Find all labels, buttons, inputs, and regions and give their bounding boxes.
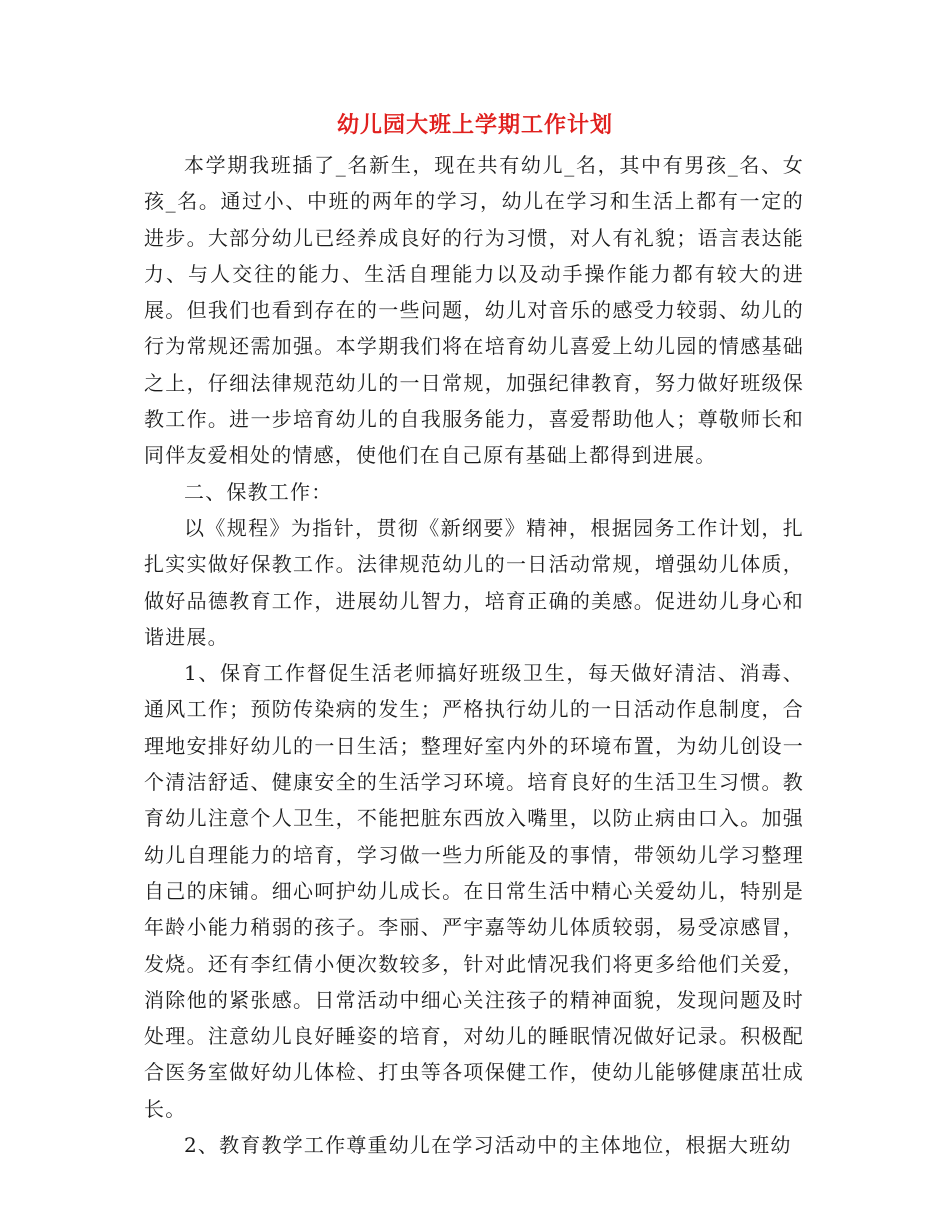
paragraph-care-work: 1、保育工作督促生活老师搞好班级卫生，每天做好清洁、消毒、通风工作；预防传染病的发生；严格执行幼儿的一日活动作息制度，合理地安排好幼儿的一日生活；整理好室内外的环境布置，为幼儿创设一个清洁舒适、健康安全的生活学习环境。培育良好的生活卫生习惯。教育幼儿注意个人卫生，不能把脏东西放入嘴里，以防止病由口入。加强幼儿自理能力的培育，学习做一些力所能及的事情，带领幼儿学习整理自己的床铺。细心呵护幼儿成长。在日常生活中精心关爱幼儿，特别是年龄小能力稍弱的孩子。李丽、严宇嘉等幼儿体质较弱，易受凉感冒，发烧。还有李红倩小便次数较多，针对此情况我们将更多给他们关爱，消除他的紧张感。日常活动中细心关注孩子的精神面貌，发现问题及时处理。注意幼儿良好睡姿的培育，对幼儿的睡眠情况做好记录。积极配合医务室做好幼儿体检、打虫等各项保健工作，使幼儿能够健康茁壮成长。	[144, 661, 804, 1121]
paragraph-teaching-work: 2、教育教学工作尊重幼儿在学习活动中的主体地位，根据大班幼	[184, 1133, 792, 1158]
document-body	[144, 147, 804, 1163]
paragraph-intro: 本学期我班插了_名新生，现在共有幼儿_名，其中有男孩_名、女孩_名。通过小、中班的两年的学习，幼儿在学习和生活上都有一定的进步。大部分幼儿已经养成良好的行为习惯，对人有礼貌；语言表达能力、与人交往的能力、生活自理能力以及动手操作能力都有较大的进展。但我们也看到存在的一些问题，幼儿对音乐的感受力较弱、幼儿的行为常规还需加强。本学期我们将在培育幼儿喜爱上幼儿园的情感基础之上，仔细法律规范幼儿的一日常规，加强纪律教育，努力做好班级保教工作。进一步培育幼儿的自我服务能力，喜爱帮助他人；尊敬师长和同伴友爱相处的情感，使他们在自己原有基础上都得到进展。	[144, 153, 804, 468]
paragraph-guidelines: 以《规程》为指针，贯彻《新纲要》精神，根据园务工作计划，扎扎实实做好保教工作。法律规范幼儿的一日活动常规，增强幼儿体质，做好品德教育工作，进展幼儿智力，培育正确的美感。促进幼儿身心和谐进展。	[144, 515, 804, 649]
section-heading-care-education: 二、保教工作：	[184, 479, 333, 504]
document-title: 幼儿园大班上学期工作计划	[336, 113, 613, 138]
